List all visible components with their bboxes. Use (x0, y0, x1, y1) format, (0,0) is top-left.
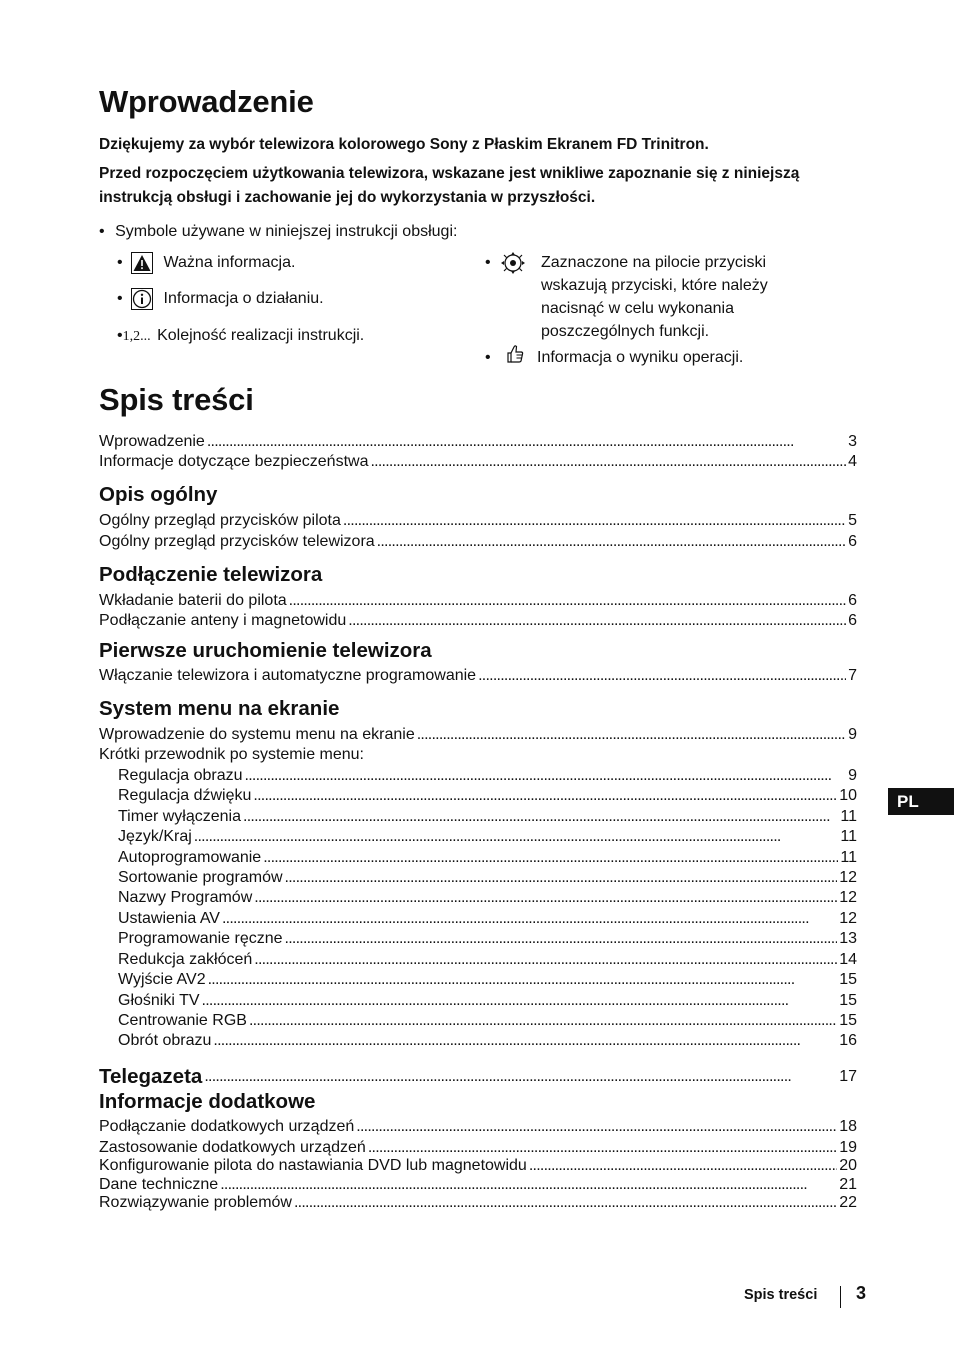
symbol-info (117, 287, 324, 310)
remote-button-icon (499, 251, 527, 275)
symbol-steps (117, 324, 364, 348)
toc-entry[interactable] (99, 1117, 857, 1137)
toc-entry[interactable] (118, 888, 857, 908)
toc-entry-page: 11 (840, 808, 857, 825)
toc-entry[interactable] (99, 1193, 857, 1213)
intro-title: Wprowadzenie (99, 84, 314, 119)
toc-entry-page: 22 (839, 1194, 857, 1211)
toc-entry[interactable] (99, 611, 857, 631)
toc-entry-page: 4 (848, 453, 857, 470)
toc-entry-page: 6 (848, 533, 857, 550)
toc-entry-page: 7 (848, 667, 857, 684)
toc-entry-label: Podłączanie dodatkowych urządzeń (99, 1118, 355, 1135)
toc-entry-label: Dane techniczne (99, 1176, 219, 1193)
dot-leader (208, 970, 838, 990)
dot-leader (343, 511, 846, 531)
toc-entry-page: 17 (839, 1068, 857, 1085)
symbol-info-text: Informacja o działaniu. (163, 290, 324, 307)
toc-entry-label: Centrowanie RGB (118, 1012, 247, 1029)
toc-entry-page: 15 (839, 971, 857, 988)
dot-leader (194, 827, 839, 847)
dot-leader (204, 1066, 837, 1088)
toc-entry-label: Wprowadzenie (99, 433, 205, 450)
dot-leader (222, 909, 837, 929)
toc-entry-page: 6 (848, 612, 857, 629)
bullet: • (117, 290, 123, 307)
dot-leader (243, 807, 838, 827)
toc-entry-label: Autoprogramowanie (118, 849, 262, 866)
toc-entry[interactable] (99, 452, 857, 472)
toc-entry-label: Włączanie telewizora i automatyczne programowanie (99, 667, 477, 684)
footer-divider (840, 1286, 841, 1308)
toc-section-heading: Opis ogólny (99, 483, 218, 506)
toc-entry-label: Konfigurowanie pilota do nastawiania DVD lub magnetowidu (99, 1157, 527, 1174)
toc-entry[interactable] (99, 1175, 857, 1195)
dot-leader (285, 929, 838, 949)
toc-entry-label: Ogólny przegląd przycisków telewizora (99, 533, 375, 550)
toc-entry[interactable] (118, 1011, 857, 1031)
toc-entry-page: 12 (839, 869, 857, 886)
toc-section-heading: System menu na ekranie (99, 697, 340, 720)
intro-paragraph-2: Przed rozpoczęciem użytkowania telewizora, wskazane jest wnikliwe zapoznanie się z niniejszą instrukcją obsługi i zachowanie jej do wykorzystania w przyszłości. (99, 165, 800, 206)
symbol-important-text: Ważna informacja. (163, 254, 296, 271)
toc-entry-label: Regulacja obrazu (118, 767, 243, 784)
toc-section-heading: Podłączenie telewizora (99, 563, 323, 586)
toc-entry-label: Wkładanie baterii do pilota (99, 592, 287, 609)
dot-leader (263, 848, 838, 868)
dot-leader (253, 786, 837, 806)
toc-entry-page: 21 (839, 1176, 857, 1193)
bullet: • (485, 349, 491, 366)
toc-entry-page: 5 (848, 512, 857, 529)
toc-entry-label: Ustawienia AV (118, 910, 220, 927)
language-tab: PL (888, 788, 954, 815)
toc-entry-page: 11 (840, 828, 857, 845)
toc-entry[interactable] (118, 786, 857, 806)
toc-entry[interactable] (118, 970, 857, 990)
toc-entry-page: 20 (839, 1157, 857, 1174)
toc-entry[interactable] (118, 1031, 857, 1051)
toc-entry-page: 15 (839, 992, 857, 1009)
toc-entry[interactable] (99, 1138, 857, 1158)
toc-entry-page: 12 (839, 910, 857, 927)
toc-entry[interactable] (99, 725, 857, 745)
dot-leader (285, 868, 838, 888)
dot-leader (478, 666, 846, 686)
symbol-steps-text: Kolejność realizacji instrukcji. (157, 327, 365, 344)
dot-leader (356, 1117, 837, 1137)
toc-entry[interactable] (118, 827, 857, 847)
warning-icon (131, 252, 153, 274)
symbols-intro (99, 220, 457, 243)
dot-leader (254, 888, 837, 908)
dot-leader (245, 766, 847, 786)
toc-entry-label: Informacje dotyczące bezpieczeństwa (99, 453, 369, 470)
symbols-intro-text: Symbole używane w niniejszej instrukcji obsługi: (115, 223, 458, 240)
bullet: • (99, 223, 105, 240)
toc-entry-label: Głośniki TV (118, 992, 200, 1009)
dot-leader (370, 452, 846, 472)
toc-entry-label: Redukcja zakłóceń (118, 951, 253, 968)
dot-leader (377, 532, 846, 552)
toc-entry[interactable] (118, 766, 857, 786)
dot-leader (417, 725, 846, 745)
dot-leader (202, 991, 838, 1011)
dot-leader (249, 1011, 837, 1031)
toc-entry-label: Rozwiązywanie problemów (99, 1194, 292, 1211)
page-number: 3 (856, 1283, 867, 1303)
toc-entry-page: 11 (840, 849, 857, 866)
info-icon (131, 288, 153, 310)
toc-section-heading: Pierwsze uruchomienie telewizora (99, 639, 432, 662)
dot-leader (254, 950, 837, 970)
toc-entry-page: 14 (839, 951, 857, 968)
toc-entry-label: Wprowadzenie do systemu menu na ekranie (99, 726, 415, 743)
dot-leader (207, 432, 846, 452)
toc-section-heading: Informacje dodatkowe (99, 1090, 316, 1113)
thumbs-up-icon (504, 343, 526, 365)
toc-entry-label: Regulacja dźwięku (118, 787, 252, 804)
intro-paragraph-1: Dziękujemy za wybór telewizora kolorowego Sony z Płaskim Ekranem FD Trinitron. (99, 136, 709, 153)
dot-leader (220, 1175, 837, 1195)
toc-entry-label: Timer wyłączenia (118, 808, 241, 825)
toc-entry[interactable] (99, 1156, 857, 1176)
toc-entry-label: Sortowanie programów (118, 869, 283, 886)
toc-entry-page: 9 (848, 726, 857, 743)
toc-entry[interactable] (118, 868, 857, 888)
dot-leader (368, 1138, 837, 1158)
toc-entry[interactable] (118, 848, 857, 868)
toc-entry-label: Nazwy Programów (118, 889, 253, 906)
toc-entry[interactable] (118, 950, 857, 970)
toc-section-heading: Telegazeta (99, 1065, 203, 1088)
toc-entry-page: 12 (839, 889, 857, 906)
toc-entry-label: Język/Kraj (118, 828, 192, 845)
toc-entry[interactable] (99, 591, 857, 611)
toc-entry[interactable] (99, 511, 857, 531)
toc-entry-page: 13 (839, 930, 857, 947)
bullet: • (117, 327, 123, 344)
toc-subtitle: Krótki przewodnik po systemie menu: (99, 746, 364, 763)
toc-entry-page: 3 (848, 433, 857, 450)
footer-label: Spis treści (744, 1287, 818, 1303)
toc-entry[interactable] (118, 929, 857, 949)
toc-title: Spis treści (99, 382, 254, 417)
dot-leader (529, 1156, 837, 1176)
dot-leader (294, 1193, 837, 1213)
toc-entry-page: 16 (839, 1032, 857, 1049)
dot-leader (348, 611, 846, 631)
toc-entry-label: Wyjście AV2 (118, 971, 206, 988)
toc-entry-label: Ogólny przegląd przycisków pilota (99, 512, 341, 529)
toc-entry-label: Zastosowanie dodatkowych urządzeń (99, 1139, 366, 1156)
toc-entry-page: 19 (839, 1139, 857, 1156)
dot-leader (289, 591, 846, 611)
toc-entry[interactable] (118, 991, 857, 1011)
toc-entry[interactable] (99, 532, 857, 552)
symbol-result-text: Informacja o wyniku operacji. (537, 349, 744, 366)
toc-entry-page: 15 (839, 1012, 857, 1029)
toc-entry-page: 18 (839, 1118, 857, 1135)
toc-entry-page: 9 (848, 767, 857, 784)
toc-entry-label: Podłączanie anteny i magnetowidu (99, 612, 347, 629)
bullet: • (485, 254, 491, 271)
symbol-remote-text: Zaznaczone na pilocie przyciski wskazują przyciski, które należy nacisnąć w celu wykonania poszczególnych funkcji. (541, 254, 768, 340)
toc-entry[interactable] (99, 432, 857, 452)
symbol-important (117, 251, 295, 274)
toc-entry-page: 6 (848, 592, 857, 609)
toc-entry-label: Programowanie ręczne (118, 930, 283, 947)
toc-entry-label: Obrót obrazu (118, 1032, 212, 1049)
toc-entry-page: 10 (839, 787, 857, 804)
dot-leader (213, 1031, 837, 1051)
toc-entry[interactable] (118, 909, 857, 929)
bullet: • (117, 254, 123, 271)
toc-entry[interactable] (118, 807, 857, 827)
toc-entry-teletext[interactable] (99, 1064, 857, 1088)
toc-entry[interactable] (99, 666, 857, 686)
steps-marker: 1,2... (122, 329, 151, 344)
